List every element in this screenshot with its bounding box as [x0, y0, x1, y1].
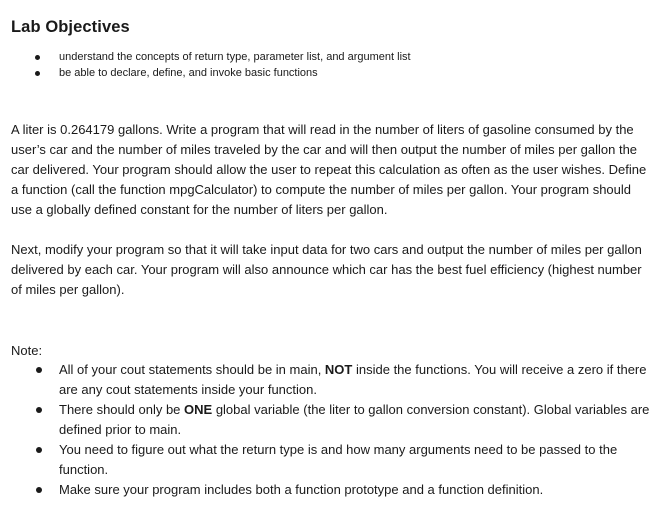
instructions-paragraph: A liter is 0.264179 gallons. Write a program that will read in the number of liters of gasoline consumed by the user’s car and the number of miles traveled by the car and will then output the number of miles per gallon the car delivered. Your program should allow the user to repeat this calculation as often as the user wishes. Define a function (call the function mpgCalculator) to compute the number of miles per gallon. Your program should use a globally defined constant for the number of liters per gallon.: [11, 122, 647, 217]
note-text: You need to figure out what the return type is and how many arguments need to be passed to the function.: [59, 442, 618, 477]
list-item: [0, 65, 411, 81]
bullet-icon: [36, 447, 42, 453]
bullet-icon: [35, 55, 40, 60]
bullet-icon: [35, 71, 40, 76]
objectives-list: [0, 49, 411, 81]
list-item: [0, 49, 411, 65]
notes-list: [0, 360, 650, 500]
list-item: [0, 400, 650, 440]
note-text: All of your cout statements should be in main,: [59, 362, 325, 377]
note-emphasis: NOT: [324, 362, 353, 377]
modification-paragraph: Next, modify your program so that it will take input data for two cars and output the number of miles per gallon delivered by each car. Your program will also announce which car has the best fuel efficiency (highest number of miles per gallon).: [11, 242, 642, 297]
list-item: [0, 480, 650, 500]
note-label: Note:: [11, 343, 43, 358]
bullet-icon: [36, 367, 42, 373]
note-emphasis: ONE: [184, 402, 213, 417]
note-text: There should only be: [59, 402, 185, 417]
bullet-icon: [36, 407, 42, 413]
note-text: global variable (the liter to gallon conversion constant). Global variables are defined prior to main.: [59, 402, 650, 437]
list-item: [0, 440, 650, 480]
note-text: inside the functions. You will receive a zero if there are any cout statements inside your function.: [59, 362, 647, 397]
list-item: [0, 360, 650, 400]
note-text: Make sure your program includes both a function prototype and a function definition.: [59, 482, 544, 497]
page-title: Lab Objectives: [11, 18, 130, 36]
objective-text: be able to declare, define, and invoke basic functions: [59, 67, 318, 79]
objective-text: understand the concepts of return type, parameter list, and argument list: [59, 51, 411, 63]
bullet-icon: [36, 487, 42, 493]
